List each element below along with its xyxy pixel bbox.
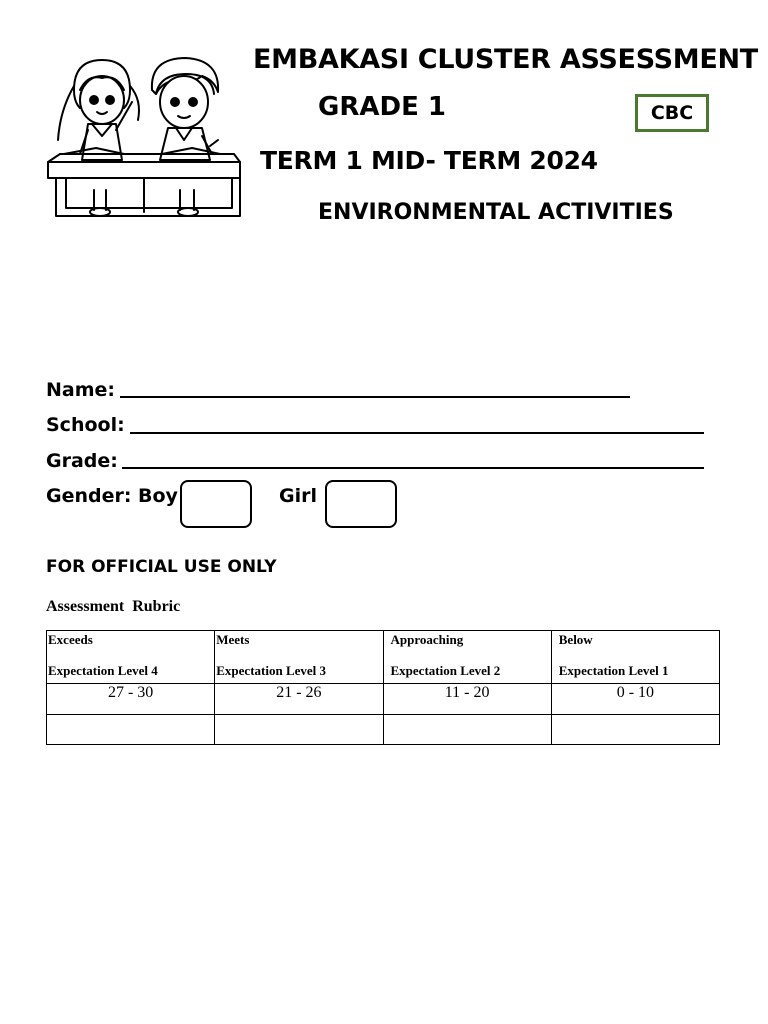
girl-checkbox[interactable] <box>325 480 397 528</box>
desk <box>48 148 240 216</box>
rubric-level-name: Below <box>558 632 593 647</box>
grade-heading: GRADE 1 <box>318 92 446 122</box>
rubric-range-cell: 0 - 10 <box>551 684 719 715</box>
rubric-header-cell <box>383 631 551 684</box>
school-label: School: <box>46 414 125 436</box>
rubric-score-cell[interactable] <box>47 715 215 745</box>
cbc-badge: CBC <box>635 94 709 132</box>
children-at-desk-illustration <box>44 50 244 225</box>
rubric-header-cell <box>215 631 383 684</box>
rubric-score-cell[interactable] <box>215 715 383 745</box>
rubric-level-label: Expectation Level 4 <box>48 663 158 678</box>
rubric-range-cell: 11 - 20 <box>383 684 551 715</box>
girl-label: Girl <box>279 485 317 507</box>
rubric-level-name: Exceeds <box>48 632 93 647</box>
boy-checkbox[interactable] <box>180 480 252 528</box>
rubric-score-cell[interactable] <box>383 715 551 745</box>
school-field[interactable] <box>130 432 704 434</box>
rubric-level-name: Meets <box>216 632 250 647</box>
term-heading: TERM 1 MID- TERM 2024 <box>260 146 598 175</box>
grade-label: Grade: <box>46 450 118 472</box>
rubric-level-label: Expectation Level 2 <box>390 663 501 678</box>
name-field[interactable] <box>120 396 630 398</box>
rubric-table <box>46 630 720 745</box>
rubric-score-row <box>47 715 720 745</box>
rubric-header-cell <box>47 631 215 684</box>
assessment-title: EMBAKASI CLUSTER ASSESSMENT <box>253 44 758 75</box>
rubric-score-cell[interactable] <box>551 715 719 745</box>
rubric-level-label: Expectation Level 1 <box>558 663 669 678</box>
rubric-range-cell: 27 - 30 <box>47 684 215 715</box>
girl-figure <box>58 60 139 160</box>
rubric-range-row <box>47 684 720 715</box>
rubric-header-cell <box>551 631 719 684</box>
boy-figure <box>152 58 218 160</box>
rubric-range-cell: 21 - 26 <box>215 684 383 715</box>
official-use-heading: FOR OFFICIAL USE ONLY <box>46 557 277 577</box>
grade-field[interactable] <box>122 467 704 469</box>
rubric-level-name: Approaching <box>390 632 464 647</box>
subject-heading: ENVIRONMENTAL ACTIVITIES <box>318 200 674 225</box>
gender-label: Gender: <box>46 485 132 507</box>
rubric-header-row <box>47 631 720 684</box>
boy-label: Boy <box>138 485 178 507</box>
rubric-level-label: Expectation Level 3 <box>216 663 327 678</box>
rubric-title: Assessment Rubric <box>46 598 181 615</box>
name-label: Name: <box>46 379 116 401</box>
